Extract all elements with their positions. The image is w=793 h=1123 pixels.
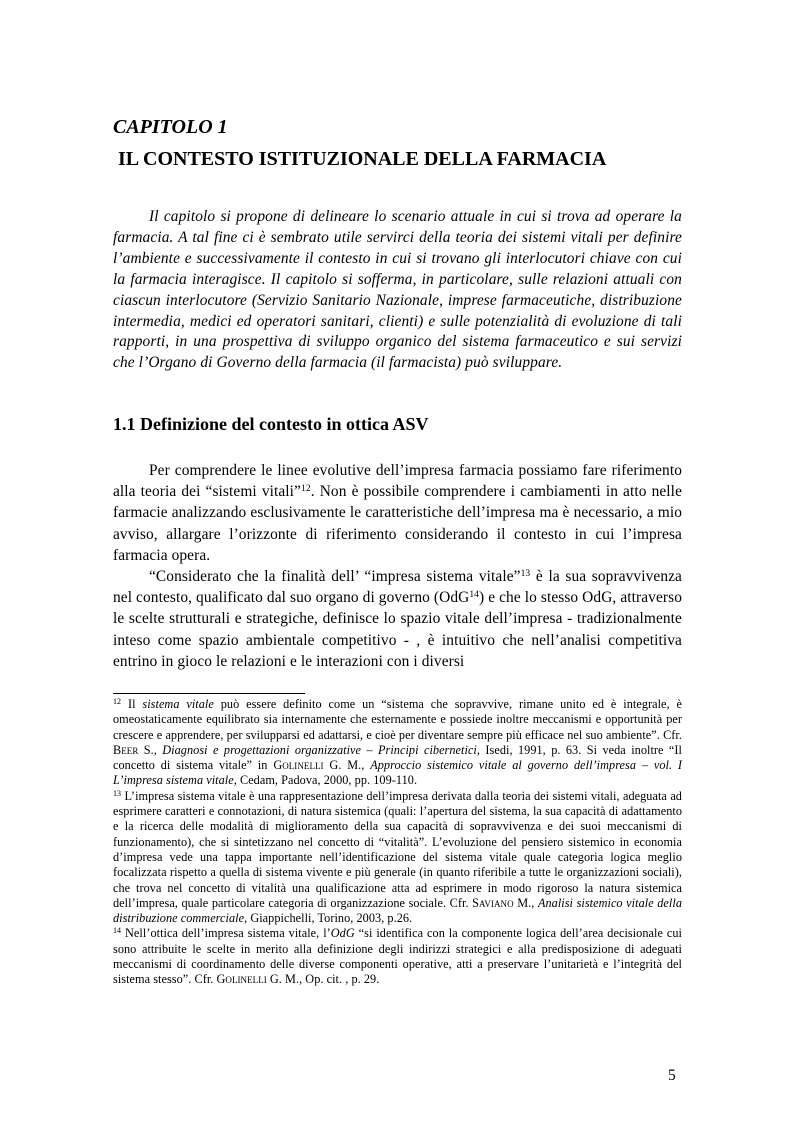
document-page <box>113 0 682 1123</box>
footnote-separator <box>113 693 305 694</box>
section-title: 1.1 Definizione del contesto in ottica ASV <box>113 414 429 434</box>
footnote-13: $^{13}$ L’impresa sistema vitale è una rappresentazione dell’impresa derivata dalla teoria dei sistemi vitali, adeguata ad esprimere caratteri e connotazioni, di natura sistemica (quali: l’apertura del sistema, la sua capacità di adattamento e la ricerca delle modalità di miglioramento della sua capacità di sopravvivenza e dei suoi meccanismi di funzionamento), che si sintetizzano nel concetto di “vitalità”. L’evoluzione del pensiero sistemico in economia d’impresa vede una tappa importante nell’identificazione del sistema vitale quale categoria logica meglio focalizzata rispetto a quella di sistema vivente e più generale (in quanto riferibile a tutte le organizzazioni sociali), che trova nel concetto di vitalità una qualificazione atta ad esprimere in modo rigoroso la natura sistemica dell’impresa, quale particolare categoria di organizzazione sociale. Cfr. Saviano M., Analisi sistemico vitale della distribuzione commerciale, Giappichelli, Torino, 2003, p.26. <box>113 788 682 926</box>
body-text <box>113 460 682 672</box>
body-paragraph-2: “Considerato che la finalità dell’ “impresa sistema vitale”$^{13}$ è la sua sopravvivenza nel contesto, qualificato dal suo organo di governo (OdG$^{14}$) e che lo stesso OdG, attraverso le scelte strutturali e strategiche, definisce lo spazio vitale dell’impresa - tradizionalmente inteso come spazio ambientale competitivo - , è intuitivo che nell’analisi competitiva entrino in gioco le relazioni e le interazioni con i diversi <box>113 568 682 670</box>
footnote-number: 13 <box>113 788 122 798</box>
footnote-ref-14[interactable]: 14 <box>469 590 480 601</box>
footnote-ref-13[interactable]: 13 <box>520 569 531 580</box>
chapter-title: IL CONTESTO ISTITUZIONALE DELLA FARMACIA <box>118 148 607 170</box>
footnotes <box>113 697 682 988</box>
footnote-number: 12 <box>113 697 122 706</box>
page-number: 5 <box>668 1067 676 1084</box>
footnote-number: 14 <box>113 926 122 936</box>
footnote-12: $^{12}$ Il sistema vitale può essere definito come un “sistema che sopravvive, rimane unito ed è integrale, è omeostaticamente equilibrato sia internamente che esternamente e possiede inoltre meccanismi e opportunità per crescere e apprendere, per svilupparsi ed adattarsi, e cioè per diventare sempre più efficace nel suo ambiente”. Cfr. Beer S., Diagnosi e progettazioni organizzative – Principi cibernetici, Isedi, 1991, p. 63. Si veda inoltre “Il concetto di sistema vitale” in Golinelli G. M., Approccio sistemico vitale al governo dell’impresa – vol. I L’impresa sistema vitale, Cedam, Padova, 2000, pp. 109-110. <box>113 697 683 788</box>
body-paragraph-1: Per comprendere le linee evolutive dell’impresa farmacia possiamo fare riferimento alla teoria dei “sistemi vitali”$^{12}$. Non è possibile comprendere i cambiamenti in atto nelle farmacie analizzando esclusivamente le caratteristiche dell’impresa ma è necessario, a mio avviso, allargare l’orizzonte di riferimento considerando il contesto in cui l’impresa farmacia opera. <box>113 462 682 564</box>
footnote-14: $^{14}$ Nell’ottica dell’impresa sistema vitale, l’OdG “si identifica con la componente logica dell’area decisionale cui sono attribuite le scelte in merito alla definizione degli indirizzi strategici e alla predisposizione di adeguati meccanismi di coordinamento delle diverse componenti operative, atti a preservare l’unitarietà e l’integrità del sistema stesso”. Cfr. Golinelli G. M., Op. cit. , p. 29. <box>113 926 682 987</box>
chapter-label: CAPITOLO 1 <box>113 116 228 138</box>
chapter-abstract: Il capitolo si propone di delineare lo scenario attuale in cui si trova ad operare la farmacia. A tal fine ci è sembrato utile servirci della teoria dei sistemi vitali per definire l’ambiente e successivamente il contesto in cui si trovano gli interlocutori chiave con cui la farmacia interagisce. Il capitolo si sofferma, in particolare, sulle relazioni attuali con ciascun interlocutore (Servizio Sanitario Nazionale, imprese farmaceutiche, distribuzione intermedia, medici ed operatori sanitari, clienti) e sulle potenzialità di evoluzione di tali rapporti, in una prospettiva di sviluppo organico del sistema farmaceutico e sui servizi che l’Organo di Governo della farmacia (il farmacista) può sviluppare. <box>113 208 682 372</box>
footnote-ref-12[interactable]: 12 <box>301 484 311 495</box>
